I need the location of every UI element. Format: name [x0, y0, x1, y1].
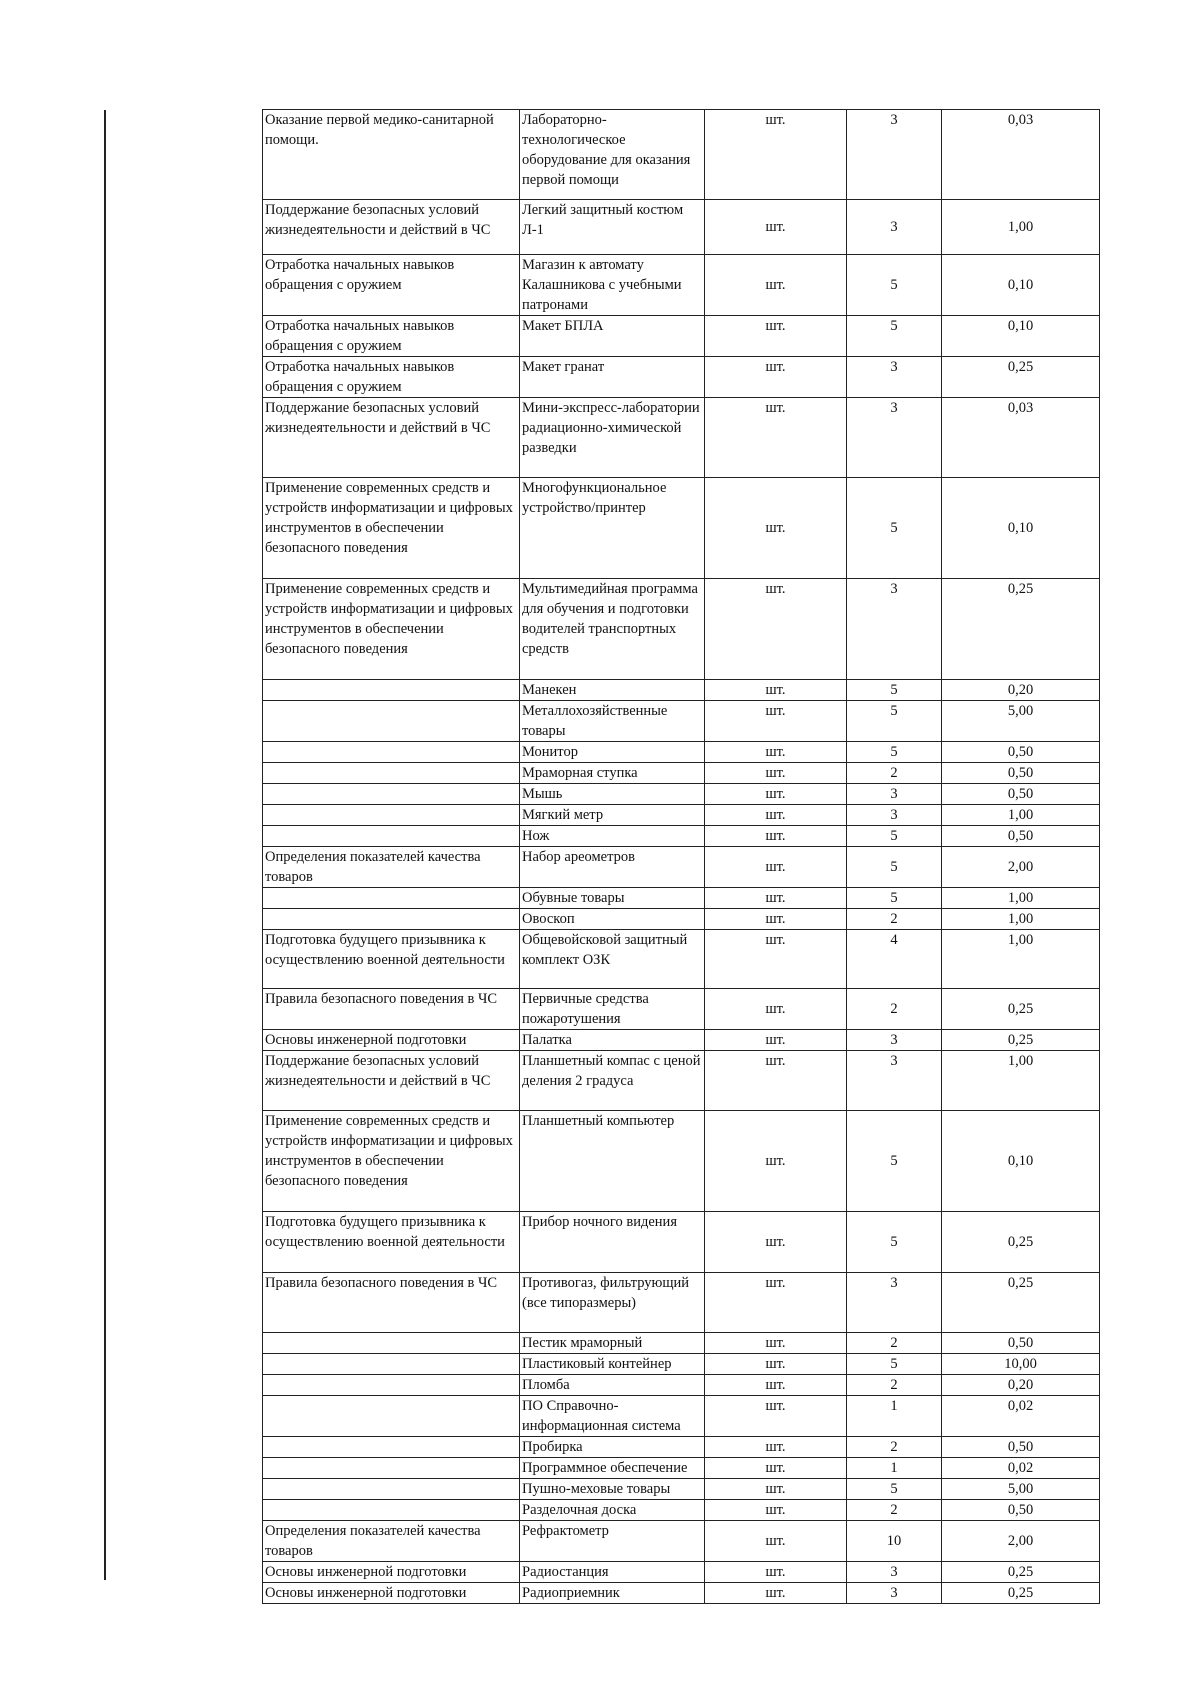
cell-value: 0,50: [942, 784, 1100, 805]
cell-unit: шт.: [705, 1458, 847, 1479]
cell-value: 1,00: [942, 888, 1100, 909]
cell-unit: шт.: [705, 316, 847, 357]
cell-unit: шт.: [705, 784, 847, 805]
cell-unit: шт.: [705, 1479, 847, 1500]
cell-area: Определения показателей качества товаров: [263, 1521, 520, 1562]
cell-value: 0,25: [942, 357, 1100, 398]
cell-item: Противогаз, фильтрующий (все типоразмеры): [520, 1273, 705, 1333]
table-row: [263, 805, 1100, 826]
table-row: [263, 1479, 1100, 1500]
cell-item: Макет БПЛА: [520, 316, 705, 357]
cell-value: 5,00: [942, 701, 1100, 742]
cell-unit: шт.: [705, 357, 847, 398]
table-row: [263, 784, 1100, 805]
cell-unit: шт.: [705, 1437, 847, 1458]
cell-unit: шт.: [705, 1521, 847, 1562]
cell-qty: 5: [847, 1354, 942, 1375]
cell-area: [263, 784, 520, 805]
cell-unit: шт.: [705, 701, 847, 742]
cell-item: Мультимедийная программа для обучения и подготовки водителей транспортных средств: [520, 579, 705, 680]
cell-area: [263, 1437, 520, 1458]
cell-qty: 5: [847, 1479, 942, 1500]
table-row: [263, 680, 1100, 701]
cell-item: Набор ареометров: [520, 847, 705, 888]
table-body: [263, 110, 1100, 1604]
cell-item: Манекен: [520, 680, 705, 701]
cell-area: [263, 701, 520, 742]
cell-unit: шт.: [705, 805, 847, 826]
cell-qty: 5: [847, 478, 942, 579]
cell-qty: 5: [847, 255, 942, 316]
cell-value: 0,10: [942, 1111, 1100, 1212]
cell-area: Основы инженерной подготовки: [263, 1583, 520, 1604]
cell-qty: 5: [847, 826, 942, 847]
cell-qty: 5: [847, 888, 942, 909]
table-row: [263, 1030, 1100, 1051]
cell-qty: 5: [847, 680, 942, 701]
cell-area: [263, 1500, 520, 1521]
cell-unit: шт.: [705, 826, 847, 847]
cell-qty: 3: [847, 398, 942, 478]
cell-item: Разделочная доска: [520, 1500, 705, 1521]
table-row: [263, 398, 1100, 478]
table-row: [263, 1521, 1100, 1562]
cell-area: [263, 1458, 520, 1479]
table-row: [263, 1212, 1100, 1273]
table-row: [263, 930, 1100, 989]
cell-unit: шт.: [705, 1030, 847, 1051]
cell-unit: шт.: [705, 1273, 847, 1333]
cell-value: 1,00: [942, 1051, 1100, 1111]
cell-item: Пластиковый контейнер: [520, 1354, 705, 1375]
cell-area: Основы инженерной подготовки: [263, 1030, 520, 1051]
cell-qty: 2: [847, 763, 942, 784]
table-row: [263, 1333, 1100, 1354]
cell-item: Макет гранат: [520, 357, 705, 398]
cell-area: Правила безопасного поведения в ЧС: [263, 1273, 520, 1333]
left-margin-line: [104, 110, 106, 1580]
cell-value: 2,00: [942, 1521, 1100, 1562]
table-row: [263, 989, 1100, 1030]
cell-area: [263, 1375, 520, 1396]
cell-item: Программное обеспечение: [520, 1458, 705, 1479]
cell-value: 0,50: [942, 826, 1100, 847]
cell-item: Мышь: [520, 784, 705, 805]
cell-area: Основы инженерной подготовки: [263, 1562, 520, 1583]
cell-value: 0,20: [942, 680, 1100, 701]
cell-qty: 4: [847, 930, 942, 989]
cell-item: Первичные средства пожаротушения: [520, 989, 705, 1030]
cell-qty: 5: [847, 847, 942, 888]
cell-area: [263, 805, 520, 826]
cell-item: Пушно-меховые товары: [520, 1479, 705, 1500]
table-row: [263, 579, 1100, 680]
table-row: [263, 742, 1100, 763]
cell-area: Отработка начальных навыков обращения с оружием: [263, 357, 520, 398]
cell-qty: 3: [847, 1273, 942, 1333]
cell-area: Определения показателей качества товаров: [263, 847, 520, 888]
cell-item: Общевойсковой защитный комплект ОЗК: [520, 930, 705, 989]
cell-value: 0,25: [942, 989, 1100, 1030]
cell-item: Рефрактометр: [520, 1521, 705, 1562]
cell-area: Отработка начальных навыков обращения с оружием: [263, 316, 520, 357]
table-row: [263, 1562, 1100, 1583]
table-row: [263, 1437, 1100, 1458]
cell-area: Применение современных средств и устройств информатизации и цифровых инструментов в обеспечении безопасного поведения: [263, 478, 520, 579]
cell-value: 0,50: [942, 1437, 1100, 1458]
cell-qty: 3: [847, 357, 942, 398]
cell-item: Монитор: [520, 742, 705, 763]
table-row: [263, 826, 1100, 847]
cell-value: 0,25: [942, 579, 1100, 680]
cell-qty: 10: [847, 1521, 942, 1562]
cell-unit: шт.: [705, 1500, 847, 1521]
cell-unit: шт.: [705, 909, 847, 930]
cell-unit: шт.: [705, 847, 847, 888]
cell-item: Магазин к автомату Калашникова с учебными патронами: [520, 255, 705, 316]
cell-value: 0,50: [942, 1500, 1100, 1521]
cell-value: 0,25: [942, 1212, 1100, 1273]
cell-qty: 3: [847, 805, 942, 826]
cell-value: 0,03: [942, 110, 1100, 200]
cell-unit: шт.: [705, 1111, 847, 1212]
cell-value: 0,50: [942, 763, 1100, 784]
cell-qty: 2: [847, 1375, 942, 1396]
cell-item: Радиостанция: [520, 1562, 705, 1583]
cell-qty: 2: [847, 1333, 942, 1354]
cell-qty: 3: [847, 1583, 942, 1604]
cell-unit: шт.: [705, 1562, 847, 1583]
cell-unit: шт.: [705, 110, 847, 200]
cell-qty: 3: [847, 1051, 942, 1111]
table-row: [263, 1273, 1100, 1333]
cell-item: Радиоприемник: [520, 1583, 705, 1604]
cell-value: 0,25: [942, 1273, 1100, 1333]
cell-unit: шт.: [705, 579, 847, 680]
table-row: [263, 1111, 1100, 1212]
cell-unit: шт.: [705, 989, 847, 1030]
cell-area: [263, 909, 520, 930]
cell-area: Оказание первой медико-санитарной помощи.: [263, 110, 520, 200]
table-row: [263, 701, 1100, 742]
cell-unit: шт.: [705, 255, 847, 316]
cell-area: [263, 1354, 520, 1375]
cell-item: Планшетный компас с ценой деления 2 градуса: [520, 1051, 705, 1111]
cell-item: Нож: [520, 826, 705, 847]
cell-value: 0,20: [942, 1375, 1100, 1396]
cell-item: Пестик мраморный: [520, 1333, 705, 1354]
cell-area: Поддержание безопасных условий жизнедеятельности и действий в ЧС: [263, 200, 520, 255]
cell-value: 0,25: [942, 1562, 1100, 1583]
cell-qty: 3: [847, 1030, 942, 1051]
cell-qty: 3: [847, 200, 942, 255]
table-row: [263, 478, 1100, 579]
cell-item: ПО Справочно-информационная система: [520, 1396, 705, 1437]
cell-item: Пломба: [520, 1375, 705, 1396]
table-row: [263, 888, 1100, 909]
table-row: [263, 1396, 1100, 1437]
table-row: [263, 316, 1100, 357]
cell-value: 0,03: [942, 398, 1100, 478]
cell-unit: шт.: [705, 398, 847, 478]
cell-unit: шт.: [705, 1333, 847, 1354]
cell-area: Применение современных средств и устройств информатизации и цифровых инструментов в обеспечении безопасного поведения: [263, 1111, 520, 1212]
table-row: [263, 1500, 1100, 1521]
cell-area: Отработка начальных навыков обращения с оружием: [263, 255, 520, 316]
cell-item: Мини-экспресс-лаборатории радиационно-химической разведки: [520, 398, 705, 478]
cell-value: 1,00: [942, 200, 1100, 255]
table-row: [263, 255, 1100, 316]
cell-unit: шт.: [705, 742, 847, 763]
cell-item: Прибор ночного видения: [520, 1212, 705, 1273]
cell-unit: шт.: [705, 1212, 847, 1273]
cell-value: 0,25: [942, 1030, 1100, 1051]
cell-item: Планшетный компьютер: [520, 1111, 705, 1212]
table-row: [263, 1354, 1100, 1375]
cell-unit: шт.: [705, 200, 847, 255]
cell-item: Пробирка: [520, 1437, 705, 1458]
cell-qty: 2: [847, 989, 942, 1030]
cell-item: Металлохозяйственные товары: [520, 701, 705, 742]
cell-item: Мраморная ступка: [520, 763, 705, 784]
cell-value: 0,10: [942, 478, 1100, 579]
cell-value: 1,00: [942, 930, 1100, 989]
cell-qty: 3: [847, 1562, 942, 1583]
cell-qty: 5: [847, 316, 942, 357]
table-row: [263, 1583, 1100, 1604]
cell-unit: шт.: [705, 478, 847, 579]
table-row: [263, 357, 1100, 398]
cell-unit: шт.: [705, 680, 847, 701]
cell-area: Применение современных средств и устройств информатизации и цифровых инструментов в обеспечении безопасного поведения: [263, 579, 520, 680]
cell-item: Многофункциональное устройство/принтер: [520, 478, 705, 579]
cell-item: Палатка: [520, 1030, 705, 1051]
cell-unit: шт.: [705, 1396, 847, 1437]
cell-unit: шт.: [705, 930, 847, 989]
cell-qty: 5: [847, 742, 942, 763]
cell-area: [263, 680, 520, 701]
cell-area: Поддержание безопасных условий жизнедеятельности и действий в ЧС: [263, 398, 520, 478]
cell-item: Овоскоп: [520, 909, 705, 930]
cell-area: [263, 826, 520, 847]
cell-unit: шт.: [705, 1375, 847, 1396]
table-row: [263, 847, 1100, 888]
cell-qty: 2: [847, 1500, 942, 1521]
cell-qty: 1: [847, 1396, 942, 1437]
cell-area: Поддержание безопасных условий жизнедеятельности и действий в ЧС: [263, 1051, 520, 1111]
cell-item: Лабораторно-технологическое оборудование для оказания первой помощи: [520, 110, 705, 200]
cell-qty: 1: [847, 1458, 942, 1479]
cell-area: [263, 1333, 520, 1354]
cell-qty: 2: [847, 909, 942, 930]
cell-item: Легкий защитный костюм Л-1: [520, 200, 705, 255]
cell-qty: 3: [847, 579, 942, 680]
cell-qty: 2: [847, 1437, 942, 1458]
cell-value: 2,00: [942, 847, 1100, 888]
cell-value: 0,50: [942, 1333, 1100, 1354]
cell-value: 1,00: [942, 909, 1100, 930]
table-row: [263, 200, 1100, 255]
cell-area: Подготовка будущего призывника к осуществлению военной деятельности: [263, 1212, 520, 1273]
cell-item: Обувные товары: [520, 888, 705, 909]
cell-qty: 5: [847, 1111, 942, 1212]
cell-qty: 5: [847, 1212, 942, 1273]
cell-item: Мягкий метр: [520, 805, 705, 826]
cell-value: 0,02: [942, 1396, 1100, 1437]
cell-area: Подготовка будущего призывника к осуществлению военной деятельности: [263, 930, 520, 989]
table-row: [263, 763, 1100, 784]
cell-qty: 3: [847, 784, 942, 805]
cell-value: 1,00: [942, 805, 1100, 826]
cell-value: 10,00: [942, 1354, 1100, 1375]
cell-unit: шт.: [705, 1354, 847, 1375]
cell-qty: 3: [847, 110, 942, 200]
cell-area: [263, 742, 520, 763]
cell-unit: шт.: [705, 1583, 847, 1604]
table-row: [263, 1458, 1100, 1479]
equipment-table: [262, 109, 1100, 1604]
cell-area: [263, 888, 520, 909]
table-row: [263, 110, 1100, 200]
cell-unit: шт.: [705, 763, 847, 784]
table-row: [263, 1375, 1100, 1396]
table-row: [263, 909, 1100, 930]
cell-area: [263, 763, 520, 784]
cell-value: 0,50: [942, 742, 1100, 763]
cell-area: Правила безопасного поведения в ЧС: [263, 989, 520, 1030]
cell-value: 0,10: [942, 255, 1100, 316]
cell-value: 0,25: [942, 1583, 1100, 1604]
cell-area: [263, 1479, 520, 1500]
cell-value: 0,02: [942, 1458, 1100, 1479]
cell-value: 0,10: [942, 316, 1100, 357]
cell-qty: 5: [847, 701, 942, 742]
cell-area: [263, 1396, 520, 1437]
cell-value: 5,00: [942, 1479, 1100, 1500]
cell-unit: шт.: [705, 1051, 847, 1111]
table-row: [263, 1051, 1100, 1111]
cell-unit: шт.: [705, 888, 847, 909]
